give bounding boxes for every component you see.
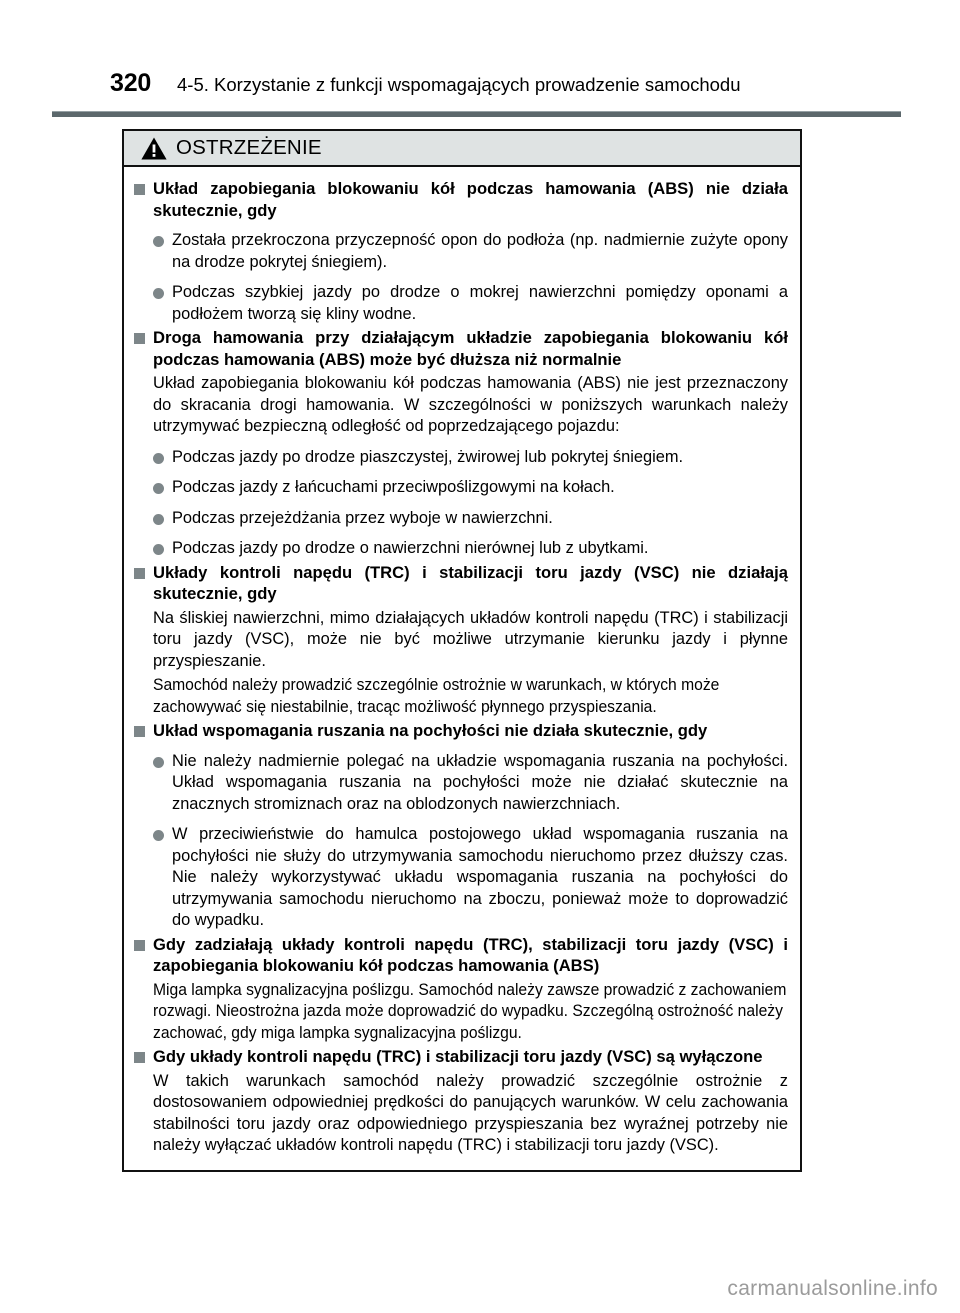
list-item <box>153 477 788 499</box>
section-heading-row <box>134 720 788 742</box>
warning-box-header <box>124 131 800 167</box>
list-item <box>153 230 788 273</box>
section-heading-row <box>134 1046 788 1068</box>
section-heading: Droga hamowania przy działającym układzie zapobiegania blokowaniu kół podczas hamowania (ABS) może być dłuższa niż normalnie <box>153 328 788 369</box>
header-divider-rule <box>52 111 901 117</box>
square-bullet-icon <box>134 568 145 579</box>
section-heading-row <box>134 327 788 370</box>
list-item-text: Została przekroczona przyczepność opon do podłoża (np. nadmiernie zużyte opony na drodze pokrytej śniegiem). <box>172 231 788 271</box>
list-item <box>153 447 788 469</box>
section-heading-row <box>134 934 788 977</box>
section-heading-row <box>134 562 788 605</box>
section-paragraph: W takich warunkach samochód należy prowadzić szczególnie ostrożnie z dostosowaniem odpowiedniej prędkości do panujących warunków. W celu zachowania stabilności toru jazdy oraz odpowiedniego przyspieszania bez wyraźnej potrzeby nie należy wyłączać układów kontroli napędu (TRC) i stabilizacji toru jazdy (VSC). <box>153 1071 788 1154</box>
list-item-text: W przeciwieństwie do hamulca postojowego układ wspomagania ruszania na pochyłości nie służy do utrzymywania samochodu nieruchomo przez dłuższy czas. Nie należy wykorzystywać układu wspomagania ruszania na pochyłości do utrzymywania samochodu nieruchomo na zboczu, ponieważ może to doprowadzić do wypadku. <box>172 825 788 929</box>
square-bullet-icon <box>134 726 145 737</box>
round-bullet-icon <box>153 288 164 299</box>
round-bullet-icon <box>153 544 164 555</box>
round-bullet-icon <box>153 830 164 841</box>
page-number: 320 <box>110 69 152 97</box>
section-heading: Układy kontroli napędu (TRC) i stabilizacji toru jazdy (VSC) nie działają skutecznie, gdy <box>153 562 788 603</box>
warning-box-title: OSTRZEŻENIE <box>176 136 322 159</box>
warning-section <box>134 720 788 932</box>
round-bullet-icon <box>153 514 164 525</box>
page-running-head <box>0 68 960 102</box>
round-bullet-icon <box>153 757 164 768</box>
square-bullet-icon <box>134 1052 145 1063</box>
square-bullet-icon <box>134 184 145 195</box>
list-item <box>153 282 788 325</box>
list-item <box>153 751 788 816</box>
round-bullet-icon <box>153 453 164 464</box>
square-bullet-icon <box>134 940 145 951</box>
warning-triangle-icon <box>141 137 167 160</box>
list-item <box>153 508 788 530</box>
list-item-text: Podczas przejeżdżania przez wyboje w nawierzchni. <box>172 508 553 527</box>
warning-section <box>134 1046 788 1157</box>
section-paragraph: Układ zapobiegania blokowaniu kół podczas hamowania (ABS) nie jest przeznaczony do skracania drogi hamowania. W szczególności w poniższych warunkach należy utrzymywać bezpieczną odległość od poprzedzającego pojazdu: <box>153 374 788 435</box>
warning-box <box>122 129 802 1172</box>
section-heading: Układ zapobiegania blokowaniu kół podczas hamowania (ABS) nie działa skutecznie, gdy <box>153 179 788 220</box>
section-paragraph: Na śliskiej nawierzchni, mimo działających układów kontroli napędu (TRC) i stabilizacji toru jazdy (VSC), może nie być możliwe utrzymanie kierunku jazdy i płynne przyspieszanie. <box>153 608 788 670</box>
square-bullet-icon <box>134 333 145 344</box>
section-heading: Układ wspomagania ruszania na pochyłości nie działa skutecznie, gdy <box>153 721 708 740</box>
warning-section <box>134 562 788 719</box>
list-item-text: Podczas jazdy po drodze piaszczystej, żwirowej lub pokrytej śniegiem. <box>172 447 684 466</box>
round-bullet-icon <box>153 236 164 247</box>
round-bullet-icon <box>153 483 164 494</box>
chapter-title: 4-5. Korzystanie z funkcji wspomagających prowadzenie samochodu <box>177 74 741 95</box>
section-heading-row <box>134 178 788 221</box>
list-item-text: Podczas szybkiej jazdy po drodze o mokrej nawierzchni pomiędzy oponami a podłożem tworzą się kliny wodne. <box>172 283 788 323</box>
section-paragraph: Samochód należy prowadzić szczególnie ostrożnie w warunkach, w których może zachowywać się niestabilnie, tracąc możliwość płynnego przyspieszania. <box>153 676 720 716</box>
section-heading: Gdy zadziałają układy kontroli napędu (TRC), stabilizacji toru jazdy (VSC) i zapobiegania blokowaniu kół podczas hamowania (ABS) <box>153 934 788 975</box>
site-watermark: carmanualsonline.info <box>727 1277 938 1300</box>
list-item-text: Nie należy nadmiernie polegać na układzie wspomagania ruszania na pochyłości. Układ wspomagania ruszania na pochyłości może nie działać skutecznie na znacznych stromiznach oraz na oblodzonych nawierzchniach. <box>172 751 788 813</box>
list-item-text: Podczas jazdy po drodze o nawierzchni nierównej lub z ubytkami. <box>172 539 649 557</box>
section-paragraph: Miga lampka sygnalizacyjna poślizgu. Samochód należy zawsze prowadzić z zachowaniem rozwagi. Nieostrożna jazda może doprowadzić do wypadku. Szczególną ostrożność należy zachować, gdy miga lampka sygnalizacyjna poślizgu. <box>153 980 787 1042</box>
list-item <box>153 538 788 560</box>
warning-section <box>134 327 788 560</box>
section-heading: Gdy układy kontroli napędu (TRC) i stabilizacji toru jazdy (VSC) są wyłączone <box>153 1047 763 1066</box>
warning-section <box>134 178 788 325</box>
list-item <box>153 824 788 932</box>
warning-box-body <box>124 167 800 1170</box>
warning-section <box>134 934 788 1045</box>
list-item-text: Podczas jazdy z łańcuchami przeciwpoślizgowymi na kołach. <box>172 478 615 496</box>
